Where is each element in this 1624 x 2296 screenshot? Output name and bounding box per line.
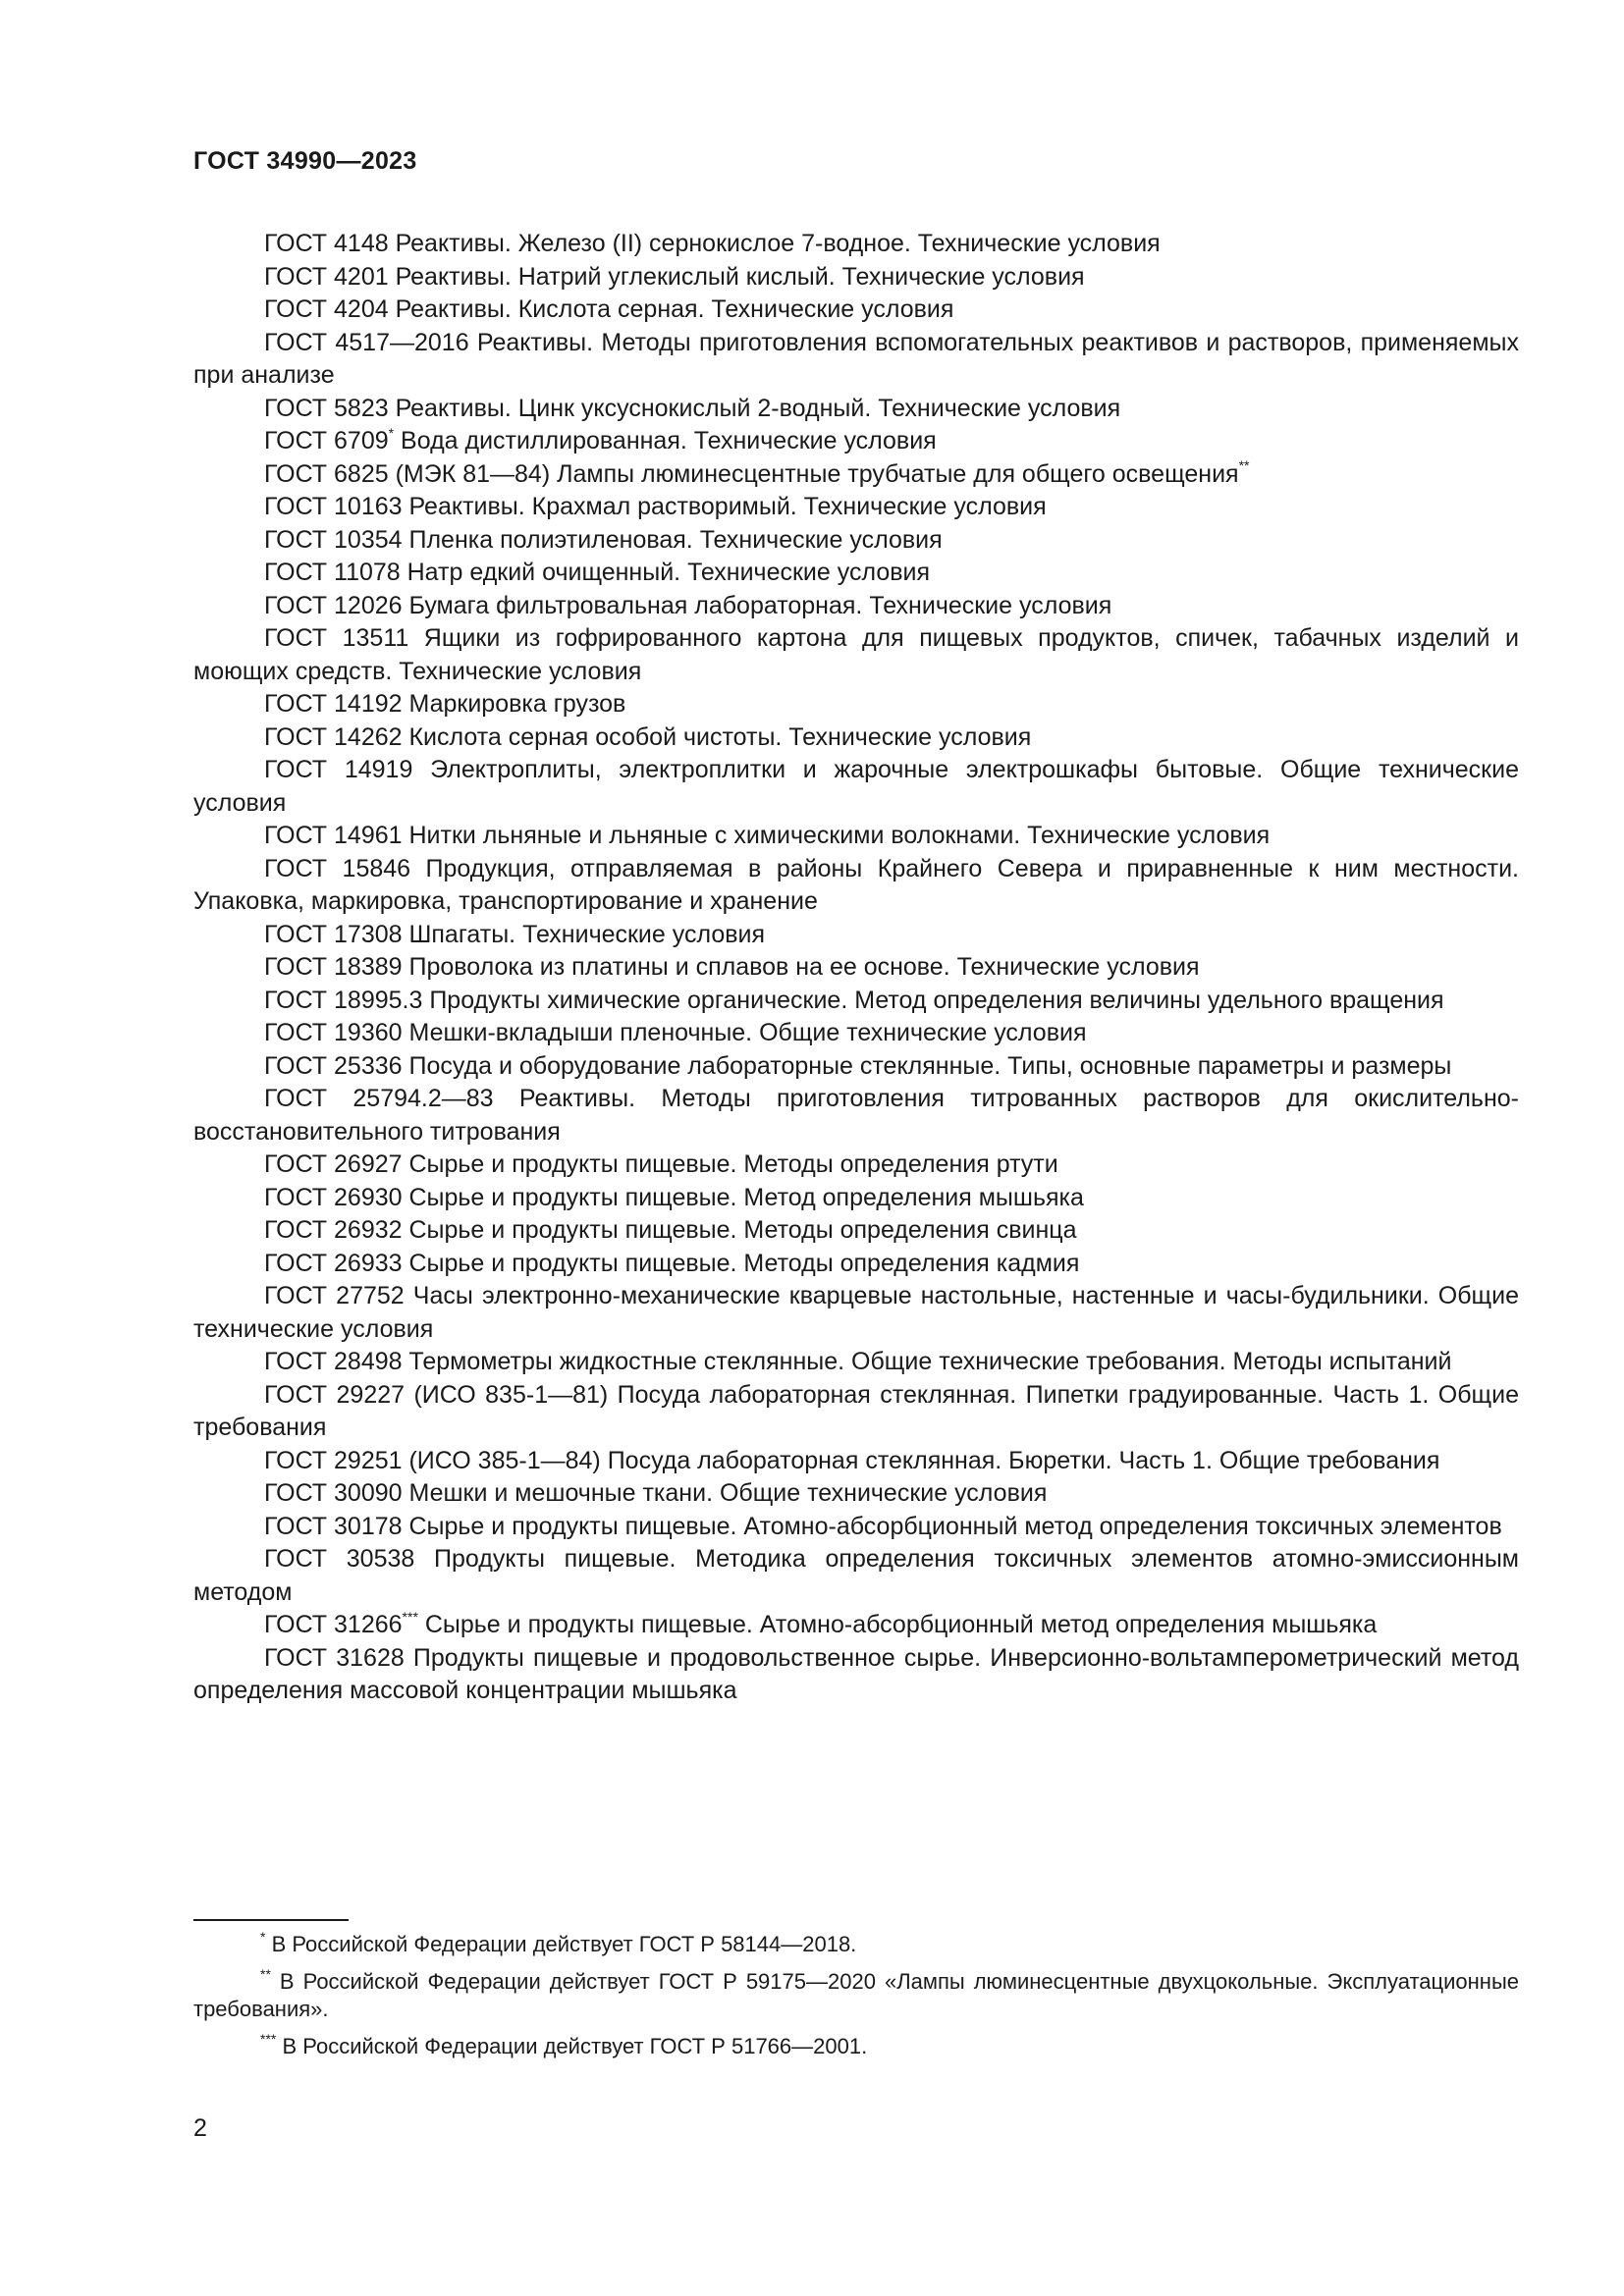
reference-item bbox=[193, 1248, 1519, 1281]
reference-text: ГОСТ 25794.2—83 Реактивы. Методы приготовления титрованных растворов для окислительно-восстановительного титрования bbox=[193, 1085, 1519, 1146]
reference-item bbox=[193, 228, 1519, 261]
reference-item bbox=[193, 327, 1519, 393]
reference-text-tail: Сырье и продукты пищевые. Атомно-абсорбционный метод определения мышьяка bbox=[417, 1611, 1378, 1638]
reference-text: ГОСТ 10354 Пленка полиэтиленовая. Технические условия bbox=[264, 525, 943, 554]
reference-item bbox=[193, 688, 1519, 721]
reference-text: ГОСТ 26932 Сырье и продукты пищевые. Методы определения свинца bbox=[264, 1216, 1077, 1244]
reference-item bbox=[193, 1280, 1519, 1346]
reference-item bbox=[193, 1148, 1519, 1182]
reference-text: ГОСТ 6825 (МЭК 81—84) Лампы люминесцентные трубчатые для общего освещения bbox=[264, 459, 1239, 488]
reference-text: ГОСТ 31266 bbox=[264, 1611, 403, 1638]
reference-text: ГОСТ 31628 Продукты пищевые и продовольственное сырье. Инверсионно-вольтамперометрический метод определения массовой концентрации мышьяка bbox=[193, 1643, 1519, 1704]
reference-text: ГОСТ 19360 Мешки-вкладыши пленочные. Общие технические условия bbox=[264, 1019, 1087, 1046]
footnote-text: В Российской Федерации действует ГОСТ Р 58144—2018. bbox=[265, 1932, 857, 1956]
reference-text: ГОСТ 10163 Реактивы. Крахмал растворимый. Технические условия bbox=[264, 493, 1047, 520]
reference-text: ГОСТ 14192 Маркировка грузов bbox=[264, 690, 626, 718]
reference-text: ГОСТ 5823 Реактивы. Цинк уксуснокислый 2-водный. Технические условия bbox=[264, 394, 1121, 422]
reference-text: ГОСТ 6709 bbox=[264, 427, 389, 454]
footnote-mark: ** bbox=[260, 1965, 271, 1982]
footnote-mark: *** bbox=[402, 1608, 418, 1625]
reference-item bbox=[193, 820, 1519, 853]
reference-item bbox=[193, 1083, 1519, 1148]
reference-item bbox=[193, 1182, 1519, 1215]
reference-text: ГОСТ 14262 Кислота серная особой чистоты. Технические условия bbox=[264, 722, 1032, 751]
footnote-item bbox=[193, 2030, 1519, 2060]
reference-text: ГОСТ 18995.3 Продукты химические органические. Метод определения величины удельного вращения bbox=[264, 986, 1444, 1014]
reference-text: ГОСТ 12026 Бумага фильтровальная лабораторная. Технические условия bbox=[264, 591, 1112, 619]
reference-item bbox=[193, 1017, 1519, 1050]
reference-item bbox=[193, 458, 1519, 492]
footnote-mark: * bbox=[260, 1928, 266, 1945]
reference-text: ГОСТ 27752 Часы электронно-механические кварцевые настольные, настенные и часы-будильники. Общие технические условия bbox=[193, 1282, 1519, 1343]
normative-references-list bbox=[193, 228, 1519, 1708]
reference-item bbox=[193, 425, 1519, 458]
footnote-item bbox=[193, 1965, 1519, 2023]
reference-text: ГОСТ 26933 Сырье и продукты пищевые. Методы определения кадмия bbox=[264, 1249, 1080, 1277]
reference-text: ГОСТ 15846 Продукция, отправляемая в районы Крайнего Севера и приравненные к ним местности. Упаковка, маркировка, транспортирование и хранение bbox=[193, 854, 1519, 915]
reference-text: ГОСТ 14919 Электроплиты, электроплитки и жарочные электрошкафы бытовые. Общие технические условия bbox=[193, 756, 1519, 817]
reference-item bbox=[193, 1379, 1519, 1445]
footnote-item bbox=[193, 1928, 1519, 1958]
footnote-separator bbox=[193, 1919, 349, 1921]
reference-text-tail: Вода дистиллированная. Технические условия bbox=[394, 427, 937, 454]
reference-item bbox=[193, 1445, 1519, 1478]
reference-text: ГОСТ 26930 Сырье и продукты пищевые. Метод определения мышьяка bbox=[264, 1183, 1084, 1211]
reference-item bbox=[193, 1346, 1519, 1379]
reference-item bbox=[193, 294, 1519, 327]
footnote-text: В Российской Федерации действует ГОСТ Р 59175—2020 «Лампы люминесцентные двухцокольные. Эксплуатационные требования». bbox=[193, 1969, 1519, 2021]
footnotes bbox=[193, 1928, 1519, 2070]
reference-item bbox=[193, 754, 1519, 820]
reference-text: ГОСТ 29227 (ИСО 835-1—81) Посуда лабораторная стеклянная. Пипетки градуированные. Часть 1. Общие требования bbox=[193, 1380, 1519, 1441]
reference-text: ГОСТ 4517—2016 Реактивы. Методы приготовления вспомогательных реактивов и растворов, применяемых при анализе bbox=[193, 328, 1519, 389]
reference-text: ГОСТ 17308 Шпагаты. Технические условия bbox=[264, 920, 766, 948]
reference-item bbox=[193, 393, 1519, 426]
reference-item bbox=[193, 1642, 1519, 1708]
footnote-mark: *** bbox=[260, 2030, 277, 2047]
document-code-header: ГОСТ 34990—2023 bbox=[193, 147, 417, 175]
reference-text: ГОСТ 11078 Натр едкий очищенный. Технические условия bbox=[264, 559, 931, 586]
reference-item bbox=[193, 622, 1519, 688]
reference-item bbox=[193, 985, 1519, 1018]
reference-item bbox=[193, 1050, 1519, 1084]
footnote-mark: ** bbox=[1238, 457, 1250, 474]
reference-item bbox=[193, 951, 1519, 985]
reference-text: ГОСТ 30538 Продукты пищевые. Методика определения токсичных элементов атомно-эмиссионным методом bbox=[193, 1545, 1519, 1606]
reference-text: ГОСТ 18389 Проволока из платины и сплавов на ее основе. Технические условия bbox=[264, 953, 1200, 981]
reference-item bbox=[193, 557, 1519, 590]
page-number: 2 bbox=[193, 2114, 207, 2142]
reference-item bbox=[193, 1214, 1519, 1248]
reference-item bbox=[193, 1477, 1519, 1511]
reference-item bbox=[193, 1511, 1519, 1544]
footnote-text: В Российской Федерации действует ГОСТ Р 51766—2001. bbox=[276, 2034, 868, 2058]
reference-item bbox=[193, 1543, 1519, 1609]
reference-item bbox=[193, 721, 1519, 755]
reference-item bbox=[193, 853, 1519, 919]
reference-item bbox=[193, 590, 1519, 623]
reference-item bbox=[193, 524, 1519, 558]
reference-item bbox=[193, 1609, 1519, 1642]
footnote-mark: * bbox=[388, 424, 395, 441]
reference-text: ГОСТ 29251 (ИСО 385-1—84) Посуда лабораторная стеклянная. Бюретки. Часть 1. Общие требования bbox=[264, 1446, 1440, 1474]
reference-text: ГОСТ 4148 Реактивы. Железо (II) сернокислое 7-водное. Технические условия bbox=[264, 230, 1161, 257]
reference-item bbox=[193, 919, 1519, 952]
reference-text: ГОСТ 26927 Сырье и продукты пищевые. Методы определения ртути bbox=[264, 1150, 1058, 1178]
reference-text: ГОСТ 14961 Нитки льняные и льняные с химическими волокнами. Технические условия bbox=[264, 822, 1271, 849]
reference-text: ГОСТ 25336 Посуда и оборудование лабораторные стеклянные. Типы, основные параметры и размеры bbox=[264, 1051, 1452, 1080]
reference-item bbox=[193, 491, 1519, 524]
reference-text: ГОСТ 30090 Мешки и мешочные ткани. Общие технические условия bbox=[264, 1479, 1048, 1507]
reference-text: ГОСТ 28498 Термометры жидкостные стеклянные. Общие технические требования. Методы испытаний bbox=[264, 1348, 1452, 1375]
reference-item bbox=[193, 261, 1519, 294]
reference-text: ГОСТ 30178 Сырье и продукты пищевые. Атомно-абсорбционный метод определения токсичных элементов bbox=[264, 1512, 1502, 1540]
reference-text: ГОСТ 4201 Реактивы. Натрий углекислый кислый. Технические условия bbox=[264, 262, 1085, 291]
reference-text: ГОСТ 4204 Реактивы. Кислота серная. Технические условия bbox=[264, 295, 954, 323]
reference-text: ГОСТ 13511 Ящики из гофрированного картона для пищевых продуктов, спичек, табачных изделий и моющих средств. Технические условия bbox=[193, 624, 1519, 685]
